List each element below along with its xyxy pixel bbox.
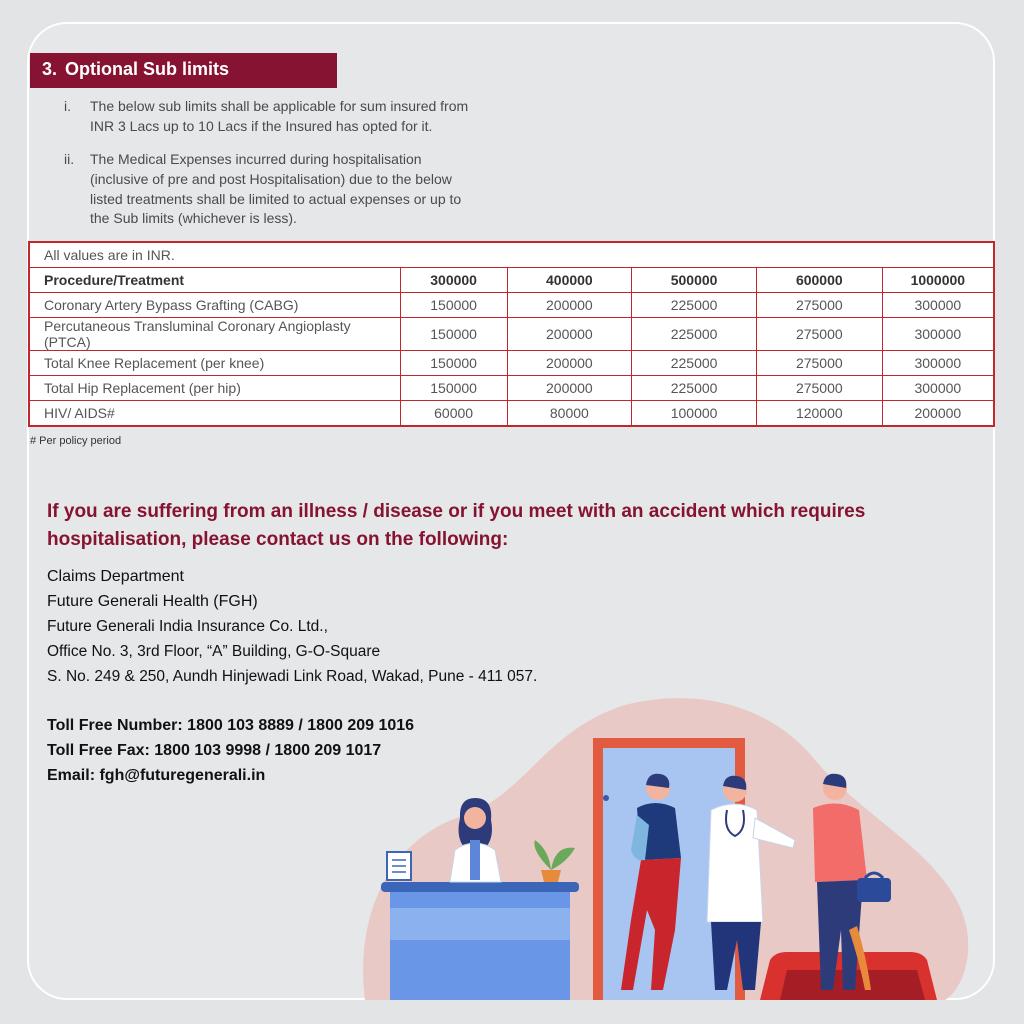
- table-cell: 300000: [882, 293, 994, 318]
- table-cell: 150000: [400, 293, 507, 318]
- door-knob: [603, 795, 609, 801]
- note-roman: i.: [64, 98, 71, 114]
- units-row: [29, 242, 994, 268]
- email-link[interactable]: Email: fgh@futuregenerali.in: [47, 767, 266, 784]
- note-line: the Sub limits (whichever is less).: [90, 210, 297, 227]
- table-row: [29, 293, 994, 318]
- table-cell: Total Hip Replacement (per hip): [29, 376, 400, 401]
- table-cell: 120000: [756, 401, 882, 427]
- column-header: 400000: [507, 268, 632, 293]
- table-cell: 200000: [507, 376, 632, 401]
- table-cell: 275000: [756, 293, 882, 318]
- table-cell: Total Knee Replacement (per knee): [29, 351, 400, 376]
- toll-free-fax: Toll Free Fax: 1800 103 9998 / 1800 209 1017: [47, 742, 382, 759]
- footnote: # Per policy period: [30, 435, 122, 447]
- desk-panel: [390, 908, 570, 940]
- toll-free-number: Toll Free Number: 1800 103 8889 / 1800 209 1016: [47, 717, 415, 734]
- table-cell: 60000: [400, 401, 507, 427]
- note-line: The Medical Expenses incurred during hospitalisation: [90, 151, 422, 167]
- table-cell: 225000: [632, 351, 757, 376]
- table-row: [29, 318, 994, 351]
- note-line: (inclusive of pre and post Hospitalisation) due to the below: [90, 170, 452, 187]
- desk-top: [381, 882, 579, 892]
- section-header: [30, 53, 337, 88]
- note-i: [64, 97, 510, 137]
- company-name: Future Generali India Insurance Co. Ltd.,: [47, 618, 328, 635]
- office-address: Office No. 3, 3rd Floor, “A” Building, G-O-Square: [47, 643, 381, 660]
- table-row: [29, 376, 994, 401]
- table-cell: Coronary Artery Bypass Grafting (CABG): [29, 293, 400, 318]
- table-cell: HIV/ AIDS#: [29, 401, 400, 427]
- table-cell: 300000: [882, 376, 994, 401]
- column-header: 1000000: [882, 268, 994, 293]
- note-line: INR 3 Lacs up to 10 Lacs if the Insured has opted for it.: [90, 117, 433, 134]
- plant-pot: [541, 870, 561, 882]
- column-header: 300000: [400, 268, 507, 293]
- briefcase: [857, 878, 891, 902]
- sub-limits-table: [28, 241, 995, 427]
- contact-alert: [47, 498, 927, 554]
- street-address: S. No. 249 & 250, Aundh Hinjewadi Link Road, Wakad, Pune - 411 057.: [47, 668, 538, 685]
- table-cell: 150000: [400, 318, 507, 351]
- table-cell: 150000: [400, 351, 507, 376]
- section-title: Optional Sub limits: [65, 59, 230, 79]
- table-cell: 300000: [882, 318, 994, 351]
- table-cell: 80000: [507, 401, 632, 427]
- claims-dept: Claims Department: [47, 568, 184, 585]
- alert-line: hospitalisation, please contact us on the following:: [47, 529, 509, 550]
- table-cell: 225000: [632, 318, 757, 351]
- units-note: All values are in INR.: [29, 242, 994, 268]
- table-cell: 275000: [756, 376, 882, 401]
- note-line: The below sub limits shall be applicable for sum insured from: [90, 98, 469, 114]
- note-roman: ii.: [64, 151, 75, 167]
- table-cell: 275000: [756, 351, 882, 376]
- visitor-shirt: [813, 803, 867, 882]
- section-number: 3.: [42, 59, 58, 79]
- table-cell: 200000: [507, 318, 632, 351]
- table-cell: 225000: [632, 376, 757, 401]
- org-name: Future Generali Health (FGH): [47, 593, 258, 610]
- table-cell: 200000: [882, 401, 994, 427]
- table-cell: 225000: [632, 293, 757, 318]
- alert-line: If you are suffering from an illness / disease or if you meet with an accident which requires: [47, 501, 866, 522]
- table-cell: 300000: [882, 351, 994, 376]
- note-line: listed treatments shall be limited to actual expenses or up to: [90, 190, 462, 207]
- table-cell: 200000: [507, 293, 632, 318]
- header-row: [29, 268, 994, 293]
- table-cell: 100000: [632, 401, 757, 427]
- note-ii: [64, 150, 510, 229]
- table-cell: 275000: [756, 318, 882, 351]
- table-row: [29, 351, 994, 376]
- table-cell: 150000: [400, 376, 507, 401]
- column-header: Procedure/Treatment: [29, 268, 400, 293]
- table-cell: 200000: [507, 351, 632, 376]
- contact-address: [47, 564, 537, 689]
- column-header: 600000: [756, 268, 882, 293]
- table-row: [29, 401, 994, 427]
- column-header: 500000: [632, 268, 757, 293]
- table-cell: Percutaneous Transluminal Coronary Angioplasty (PTCA): [29, 318, 400, 351]
- hospital-illustration: [355, 690, 975, 1000]
